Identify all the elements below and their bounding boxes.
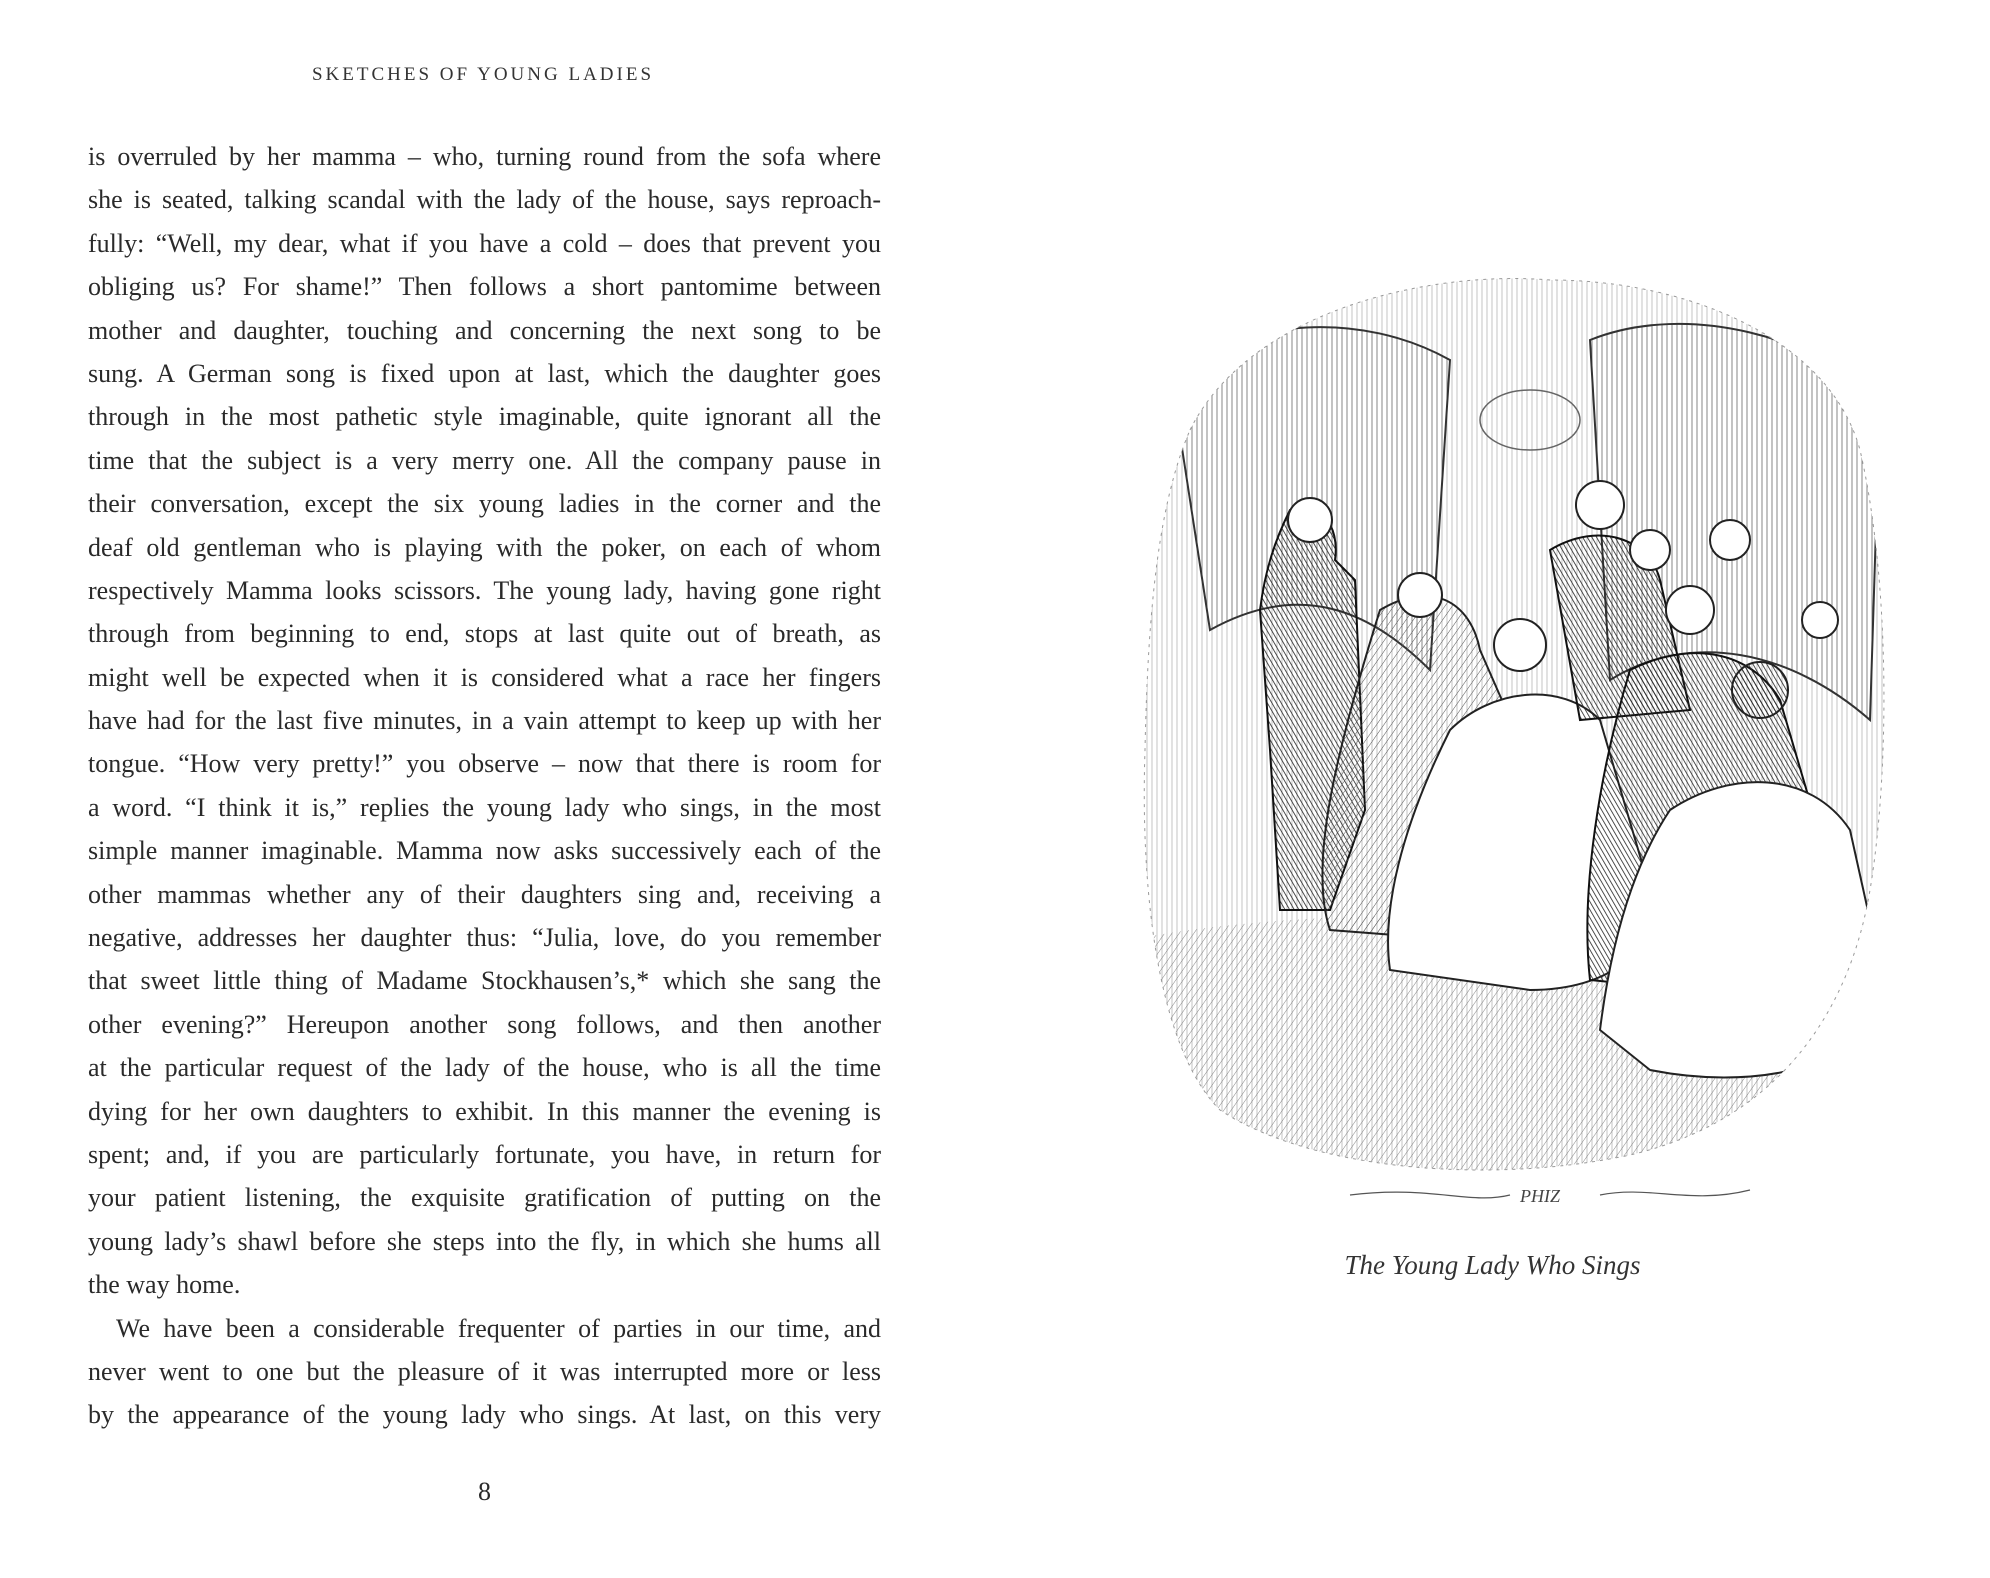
- text-line: other mammas whether any of their daughters sing and, receiving a: [88, 879, 881, 909]
- illustration: [1130, 250, 1910, 1230]
- text-line: a word. “I think it is,” replies the young lady who sings, in the most: [88, 792, 881, 822]
- body-text: [88, 135, 881, 1437]
- text-line: have had for the last five minutes, in a vain attempt to keep up with her: [88, 706, 881, 736]
- text-line: mother and daughter, touching and concerning the next song to be: [88, 315, 881, 345]
- text-line: at the particular request of the lady of the house, who is all the time: [88, 1053, 881, 1083]
- text-line: time that the subject is a very merry one. All the company pause in: [88, 445, 881, 475]
- text-line: spent; and, if you are particularly fortunate, you have, in return for: [88, 1139, 881, 1169]
- text-line: other evening?” Hereupon another song follows, and then another: [88, 1009, 881, 1039]
- text-line: that sweet little thing of Madame Stockhausen’s,* which she sang the: [88, 966, 881, 996]
- text-line: the way home.: [88, 1270, 241, 1300]
- text-line: by the appearance of the young lady who sings. At last, on this very: [88, 1400, 881, 1430]
- text-line: fully: “Well, my dear, what if you have a cold – does that prevent you: [88, 228, 881, 258]
- text-line: respectively Mamma looks scissors. The young lady, having gone right: [88, 575, 881, 605]
- text-line: We have been a considerable frequenter of parties in our time, and: [116, 1313, 881, 1343]
- running-head: SKETCHES OF YOUNG LADIES: [311, 64, 655, 85]
- text-line: is overruled by her mamma – who, turning round from the sofa where: [88, 142, 881, 171]
- text-line: she is seated, talking scandal with the lady of the house, says reproach-: [88, 185, 881, 215]
- illustration-caption: The Young Lady Who Sings: [1344, 1250, 1641, 1280]
- text-line: never went to one but the pleasure of it was interrupted more or less: [88, 1356, 881, 1386]
- text-line: might well be expected when it is considered what a race her fingers: [88, 662, 881, 692]
- text-line: young lady’s shawl before she steps into the fly, in which she hums all: [88, 1226, 881, 1256]
- text-line: negative, addresses her daughter thus: “Julia, love, do you remember: [88, 923, 881, 953]
- engraving-drawing: [1130, 250, 1910, 1230]
- text-line: deaf old gentleman who is playing with the poker, on each of whom: [88, 532, 881, 562]
- text-line: obliging us? For shame!” Then follows a short pantomime between: [88, 272, 881, 302]
- text-line: your patient listening, the exquisite gratification of putting on the: [88, 1183, 881, 1213]
- text-line: tongue. “How very pretty!” you observe – now that there is room for: [88, 749, 881, 779]
- text-line: dying for her own daughters to exhibit. In this manner the evening is: [88, 1096, 881, 1126]
- text-line: through from beginning to end, stops at last quite out of breath, as: [88, 619, 881, 649]
- artist-signature: PHIZ: [1520, 1186, 1560, 1206]
- page-number: 8: [478, 1477, 491, 1506]
- text-line: sung. A German song is fixed upon at last, which the daughter goes: [88, 358, 881, 388]
- text-line: their conversation, except the six young ladies in the corner and the: [88, 489, 881, 519]
- text-line: simple manner imaginable. Mamma now asks successively each of the: [88, 836, 881, 866]
- text-line: through in the most pathetic style imaginable, quite ignorant all the: [88, 402, 881, 432]
- right-page: [995, 0, 1990, 1578]
